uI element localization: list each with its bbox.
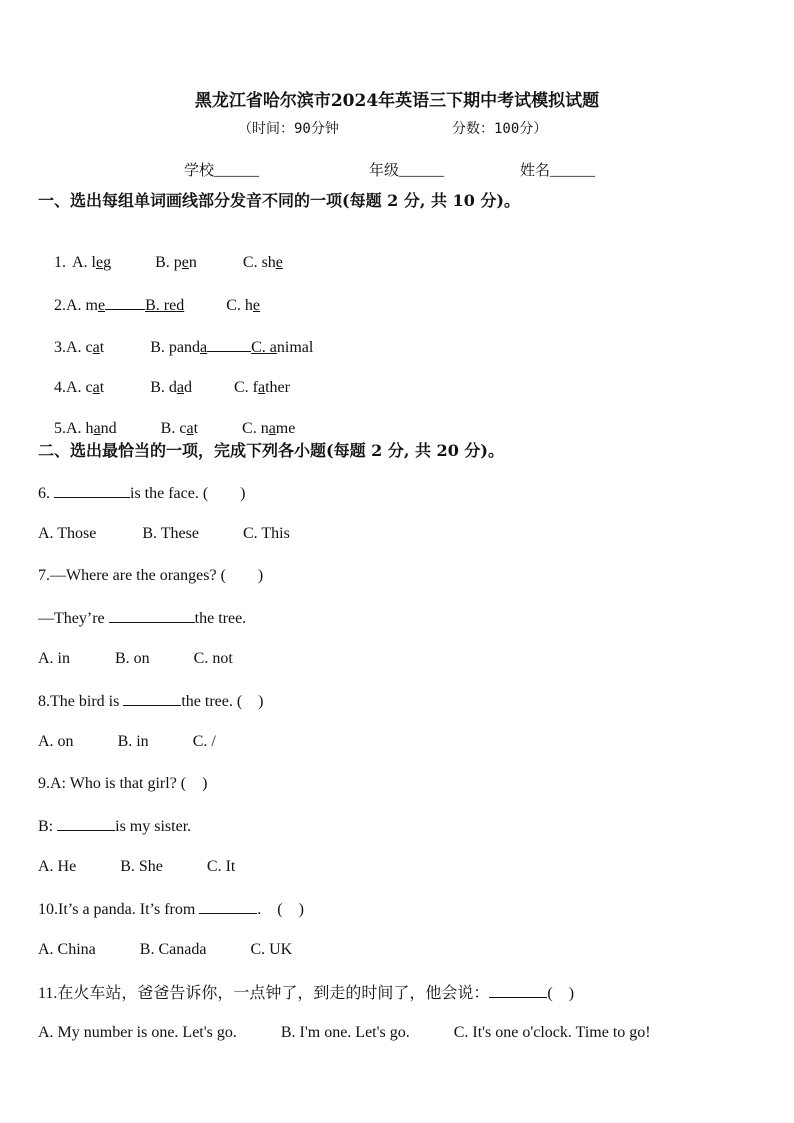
answer-blank[interactable] — [489, 982, 547, 998]
question-8-options — [38, 732, 216, 752]
answer-blank[interactable] — [109, 607, 195, 623]
question-7-reply: —They’re the tree. — [38, 607, 246, 629]
question-11: 11.在火车站，爸爸告诉你，一点钟了，到走的时间了，他会说： ( ) — [38, 982, 574, 1004]
option-c: C. name — [242, 420, 296, 437]
option-c: C. This — [242, 525, 290, 542]
option-b: B. I'm one. Let's go. — [280, 1024, 410, 1041]
option-a: A. leg — [72, 254, 112, 271]
option-a: A. on — [38, 733, 74, 750]
option-b: B. panda — [150, 339, 208, 356]
question-9: 9.A: Who is that girl? ( ) — [38, 775, 208, 792]
option-b: B. pen — [155, 254, 197, 271]
question-7: 7.—Where are the oranges? ( ) — [38, 567, 264, 584]
option-a: A. My number is one. Let's go. — [38, 1024, 237, 1041]
question-6: 6. is the face. ( ) — [38, 482, 246, 504]
section2-heading: 二、选出最恰当的一项，完成下列各小题(每题 2 分, 共 20 分)。 — [38, 441, 504, 460]
question-7-options — [38, 649, 233, 669]
option-a: A. hand — [66, 420, 117, 437]
question-6-options — [38, 524, 290, 544]
option-c: C. father — [234, 379, 290, 396]
option-c: C. It's one o'clock. Time to go! — [453, 1024, 651, 1041]
option-b: B. She — [120, 858, 163, 875]
name-field[interactable]: 姓名______ — [520, 163, 596, 179]
answer-blank[interactable] — [123, 690, 181, 706]
option-a: A. China — [38, 941, 96, 958]
question-9-reply: B: is my sister. — [38, 815, 191, 837]
option-b: B. Canada — [139, 941, 207, 958]
exam-score: 分数：100分） — [452, 121, 548, 137]
item-number: 2. — [54, 297, 66, 314]
item-number: 5. — [54, 420, 66, 437]
answer-blank[interactable] — [54, 482, 130, 498]
option-c: C. animal — [251, 339, 314, 356]
option-a: A. in — [38, 650, 70, 667]
option-a: A. Those — [38, 525, 97, 542]
question-10-options — [38, 940, 292, 960]
option-c: C. she — [242, 254, 283, 271]
school-field[interactable]: 学校______ — [184, 163, 260, 179]
option-c: C. / — [192, 733, 216, 750]
option-c: C. he — [226, 297, 260, 314]
option-a: A. me — [66, 297, 106, 314]
question-9-options — [38, 857, 235, 877]
option-a: A. cat — [66, 379, 105, 396]
answer-blank[interactable] — [199, 898, 257, 914]
option-b: B. cat — [160, 420, 199, 437]
question-11-options — [38, 1023, 651, 1043]
item-number: 4. — [54, 379, 66, 396]
option-c: C. It — [206, 858, 236, 875]
option-b: B. These — [142, 525, 199, 542]
section1-heading: 一、选出每组单词画线部分发音不同的一项(每题 2 分, 共 10 分)。 — [38, 191, 520, 210]
page-title: 黑龙江省哈尔滨市2024年英语三下期中考试模拟试题 — [194, 91, 600, 111]
option-a: A. He — [38, 858, 77, 875]
option-b: B. dad — [150, 379, 192, 396]
option-a: A. cat — [66, 339, 105, 356]
item-number: 1. — [54, 254, 66, 271]
answer-blank[interactable] — [57, 815, 115, 831]
grade-field[interactable]: 年级______ — [369, 163, 445, 179]
option-c: C. not — [193, 650, 233, 667]
option-b: B. on — [115, 650, 150, 667]
item-number: 3. — [54, 339, 66, 356]
question-10: 10.It’s a panda. It’s from . ( ) — [38, 898, 304, 920]
exam-time: （时间：90分钟 — [238, 121, 339, 137]
question-8: 8.The bird is the tree. ( ) — [38, 690, 264, 712]
option-b: B. red — [145, 297, 185, 314]
option-b: B. in — [117, 733, 149, 750]
option-c: C. UK — [250, 941, 293, 958]
